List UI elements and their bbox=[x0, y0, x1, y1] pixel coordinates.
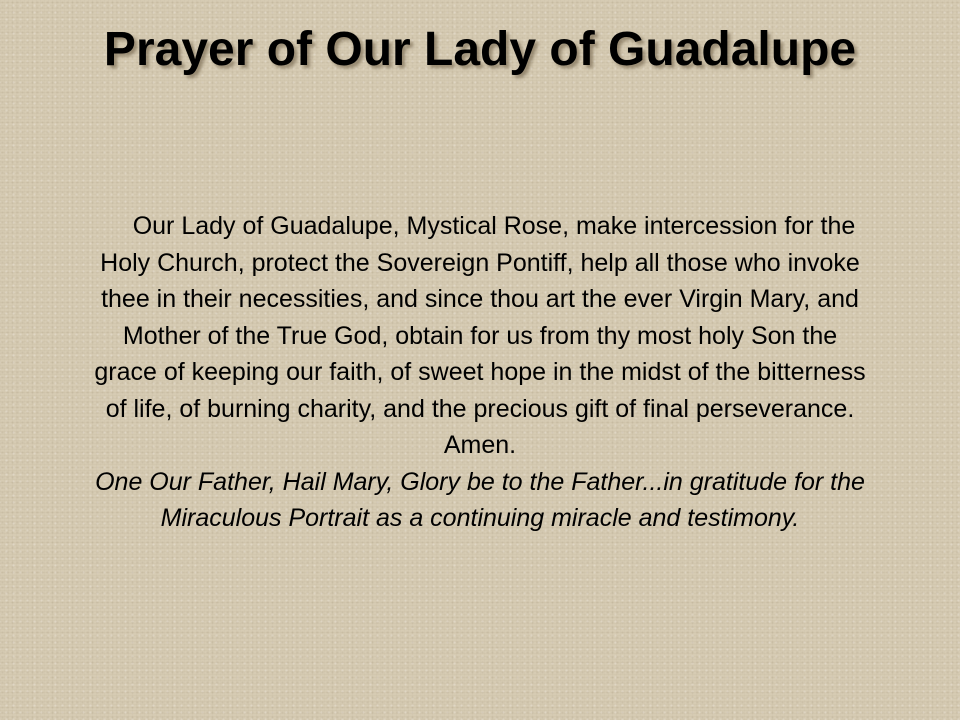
prayer-text: Our Lady of Guadalupe, Mystical Rose, make intercession for the Holy Church, protect the Sovereign Pontiff, help all those who invoke thee in their necessities, and since thou art the ever Virgin Mary, and Mother of the True God, obtain for us from thy most holy Son the grace of keeping our faith, of sweet hope in the midst of the bitterness of life, of burning charity, and the precious gift of final perseverance. Amen. bbox=[94, 212, 866, 459]
slide-body bbox=[92, 208, 868, 537]
prayer-instruction: One Our Father, Hail Mary, Glory be to the Father...in gratitude for the Miraculous Portrait as a continuing miracle and testimony. bbox=[95, 467, 865, 532]
slide-title: Prayer of Our Lady of Guadalupe bbox=[103, 23, 857, 76]
